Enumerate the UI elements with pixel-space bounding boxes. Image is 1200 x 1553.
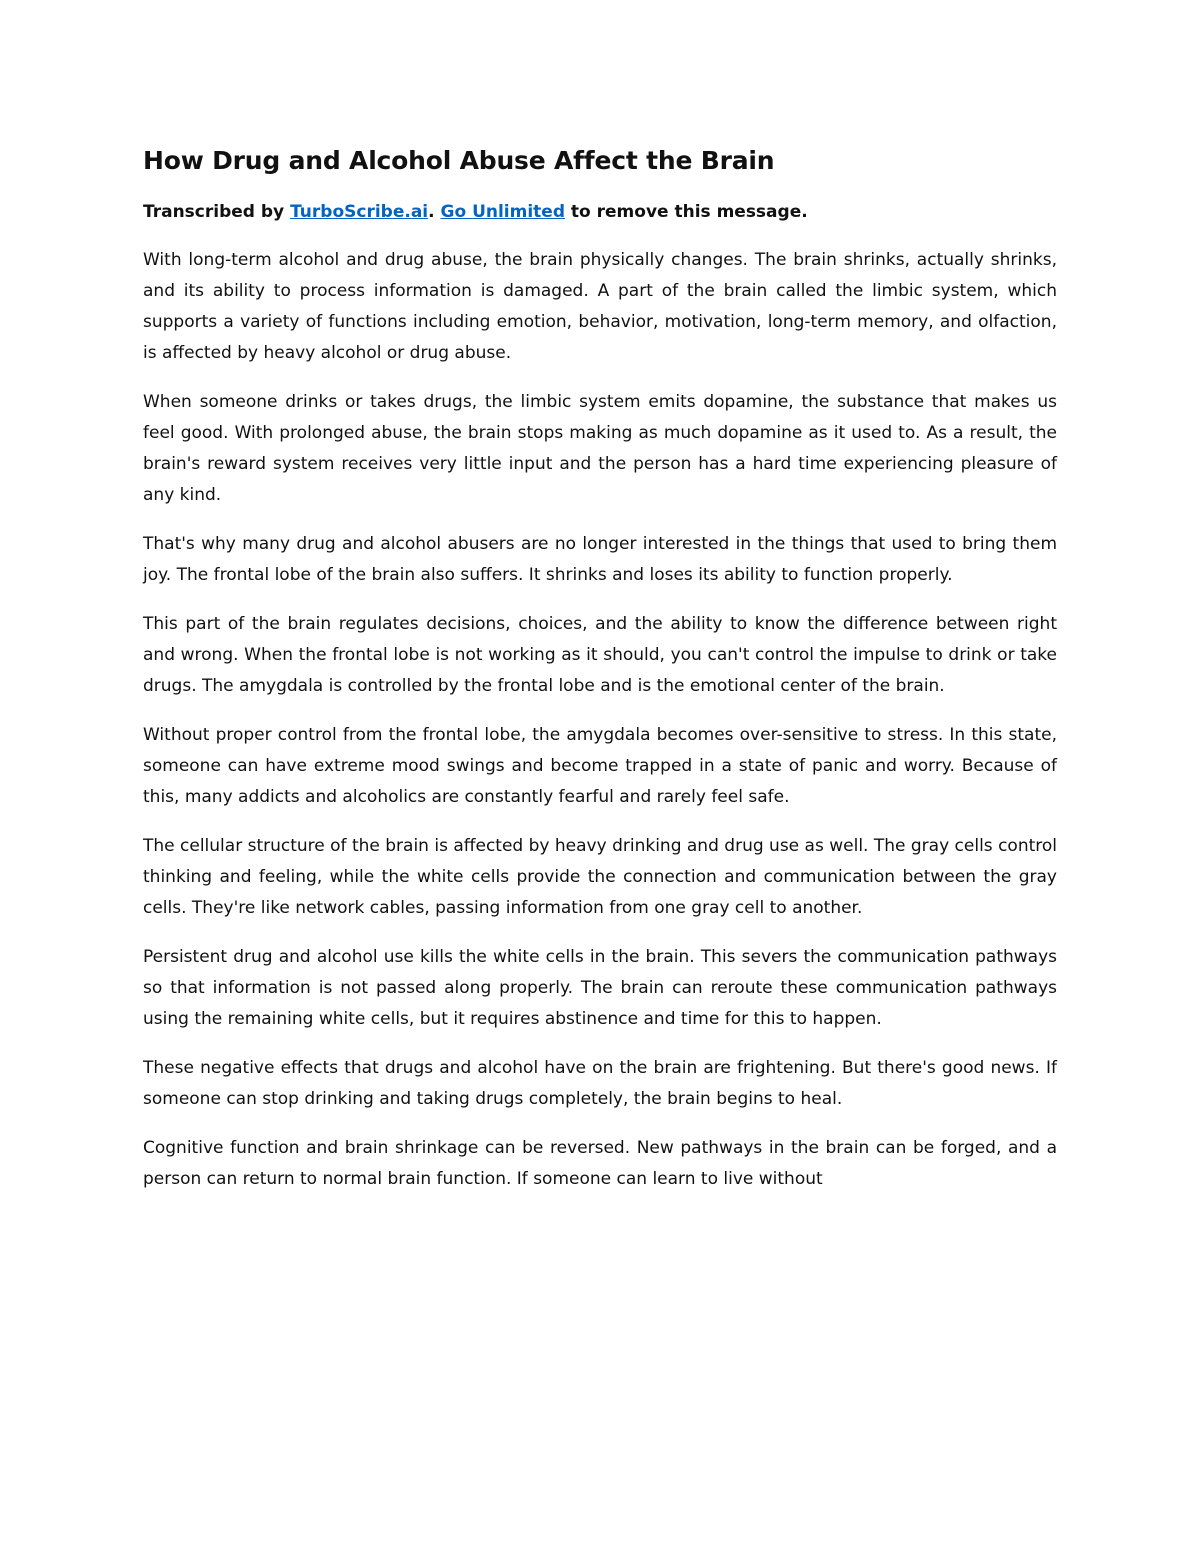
- document-page: [143, 143, 1057, 1213]
- document-title: How Drug and Alcohol Abuse Affect the Brain: [143, 146, 775, 175]
- notice-prefix: Transcribed by: [143, 202, 291, 222]
- paragraph: The cellular structure of the brain is affected by heavy drinking and drug use as well. The gray cells control thinking and feeling, while the white cells provide the connection and communication between the gray cells. They're like network cables, passing information from one gray cell to another.: [143, 836, 1057, 918]
- paragraph: Persistent drug and alcohol use kills the white cells in the brain. This severs the communication pathways so that information is not passed along properly. The brain can reroute these communication pathways using the remaining white cells, but it requires abstinence and time for this to happen.: [143, 947, 1057, 1029]
- notice-suffix: to remove this message.: [565, 202, 808, 222]
- paragraph: Cognitive function and brain shrinkage can be reversed. New pathways in the brain can be forged, and a person can return to normal brain function. If someone can learn to live without: [143, 1138, 1057, 1189]
- turboscribe-link[interactable]: TurboScribe.ai: [290, 202, 429, 222]
- paragraph: These negative effects that drugs and alcohol have on the brain are frightening. But there's good news. If someone can stop drinking and taking drugs completely, the brain begins to heal.: [143, 1058, 1057, 1109]
- paragraph: That's why many drug and alcohol abusers are no longer interested in the things that used to bring them joy. The frontal lobe of the brain also suffers. It shrinks and loses its ability to function properly.: [143, 534, 1057, 585]
- paragraph: This part of the brain regulates decisions, choices, and the ability to know the difference between right and wrong. When the frontal lobe is not working as it should, you can't control the impulse to drink or take drugs. The amygdala is controlled by the frontal lobe and is the emotional center of the brain.: [143, 614, 1057, 696]
- paragraph: When someone drinks or takes drugs, the limbic system emits dopamine, the substance that makes us feel good. With prolonged abuse, the brain stops making as much dopamine as it used to. As a result, the brain's reward system receives very little input and the person has a hard time experiencing pleasure of any kind.: [143, 392, 1057, 505]
- notice-separator: .: [428, 202, 441, 222]
- paragraph: Without proper control from the frontal lobe, the amygdala becomes over-sensitive to stress. In this state, someone can have extreme mood swings and become trapped in a state of panic and worry. Because of this, many addicts and alcoholics are constantly fearful and rarely feel safe.: [143, 725, 1057, 807]
- paragraph: With long-term alcohol and drug abuse, the brain physically changes. The brain shrinks, actually shrinks, and its ability to process information is damaged. A part of the brain called the limbic system, which supports a variety of functions including emotion, behavior, motivation, long-term memory, and olfaction, is affected by heavy alcohol or drug abuse.: [143, 250, 1057, 363]
- go-unlimited-link[interactable]: Go Unlimited: [440, 202, 565, 222]
- transcription-notice: [143, 197, 1057, 227]
